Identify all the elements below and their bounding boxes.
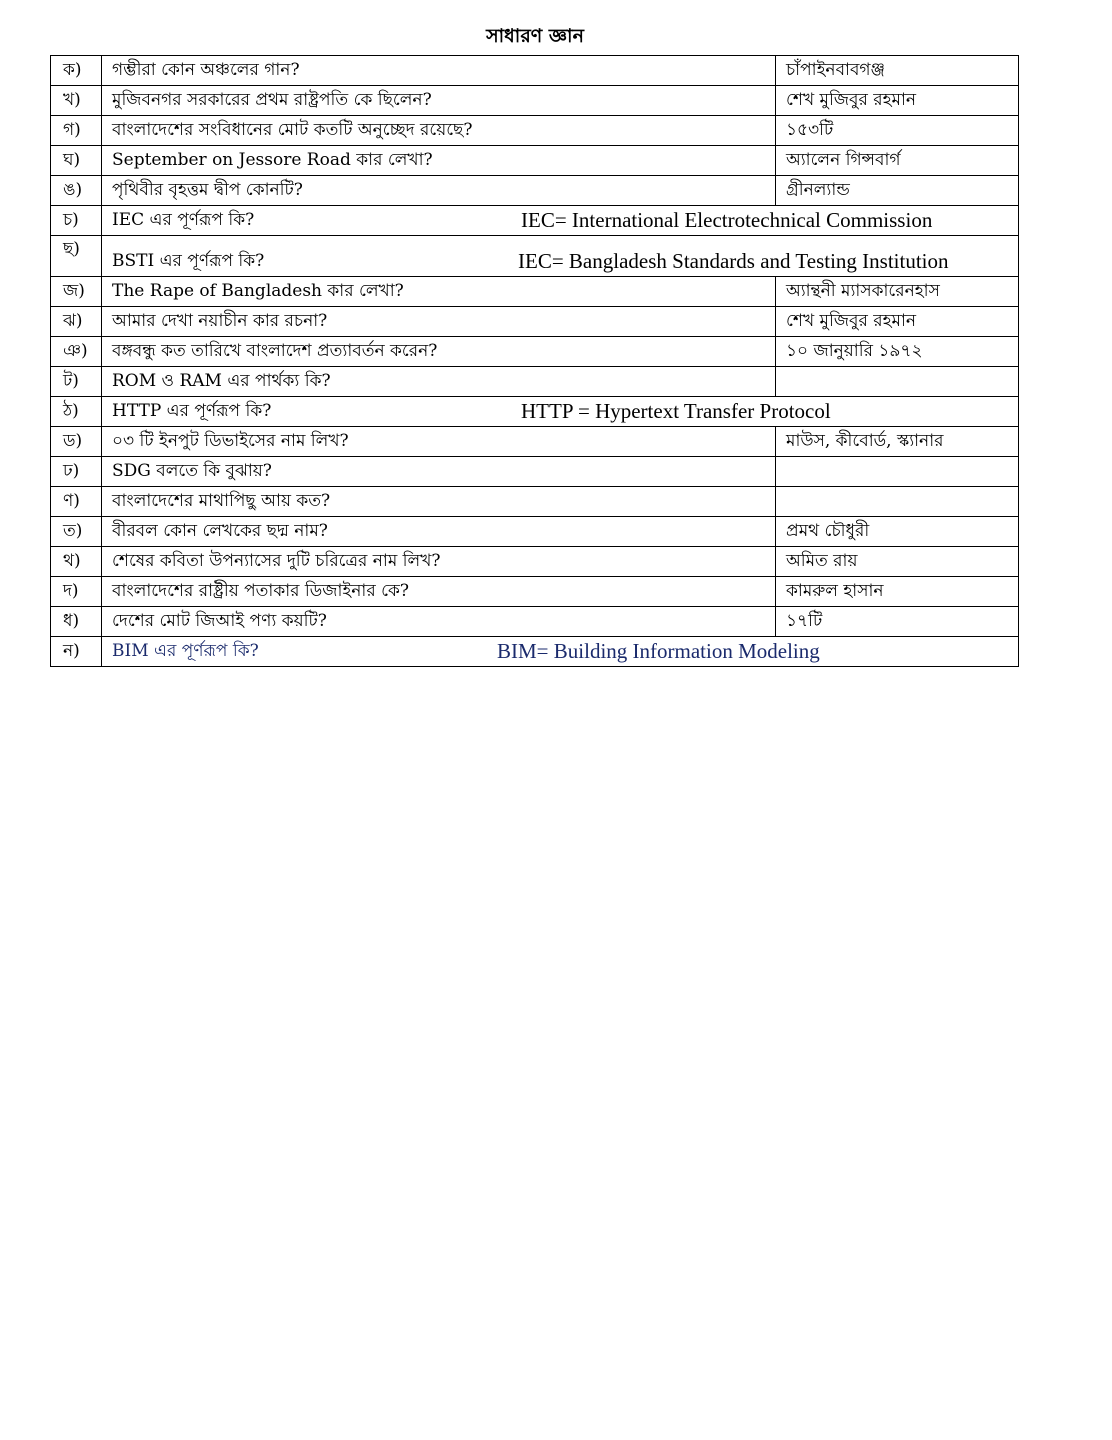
question-text: BSTI এর পূর্ণরূপ কি? (112, 251, 265, 272)
answer-cell: অমিত রায় (776, 547, 1019, 577)
question-answer-cell (102, 236, 1019, 277)
table-row (51, 277, 1019, 307)
question-cell: The Rape of Bangladesh কার লেখা? (102, 277, 776, 307)
serial-number: ন) (51, 637, 102, 667)
answer-text: IEC= International Electrotechnical Commission (521, 207, 933, 232)
answer-cell: অ্যান্থনী ম্যাসকারেনহাস (776, 277, 1019, 307)
question-cell: শেষের কবিতা উপন্যাসের দুটি চরিত্রের নাম লিখ? (102, 547, 776, 577)
serial-number: ত) (51, 517, 102, 547)
serial-number: থ) (51, 547, 102, 577)
page-title: সাধারণ জ্ঞান (486, 25, 584, 47)
question-cell: ০৩ টি ইনপুট ডিভাইসের নাম লিখ? (102, 427, 776, 457)
question-answer-cell (102, 206, 1019, 236)
table-row (51, 236, 1019, 277)
serial-number: ঢ) (51, 457, 102, 487)
table-row (51, 337, 1019, 367)
serial-number: খ) (51, 86, 102, 116)
answer-text: HTTP = Hypertext Transfer Protocol (521, 398, 831, 423)
table-row (51, 487, 1019, 517)
answer-cell: চাঁপাইনবাবগঞ্জ (776, 56, 1019, 86)
table-row (51, 116, 1019, 146)
question-cell: আমার দেখা নয়াচীন কার রচনা? (102, 307, 776, 337)
answer-cell: শেখ মুজিবুর রহমান (776, 307, 1019, 337)
serial-number: ধ) (51, 607, 102, 637)
question-cell: গম্ভীরা কোন অঞ্চলের গান? (102, 56, 776, 86)
answer-cell: কামরুল হাসান (776, 577, 1019, 607)
question-cell: বঙ্গবন্ধু কত তারিখে বাংলাদেশ প্রত্যাবর্তন করেন? (102, 337, 776, 367)
table-row (51, 307, 1019, 337)
answer-cell: প্রমথ চৌধুরী (776, 517, 1019, 547)
table-row (51, 517, 1019, 547)
answer-cell: ১৫৩টি (776, 116, 1019, 146)
answer-cell: অ্যালেন গিন্সবার্গ (776, 146, 1019, 176)
table-row (51, 367, 1019, 397)
answer-cell: মাউস, কীবোর্ড, স্ক্যানার (776, 427, 1019, 457)
question-text: HTTP এর পূর্ণরূপ কি? (112, 401, 272, 422)
question-answer-cell (102, 397, 1019, 427)
serial-number: ঙ) (51, 176, 102, 206)
serial-number: ড) (51, 427, 102, 457)
answer-cell: গ্রীনল্যান্ড (776, 176, 1019, 206)
serial-number: চ) (51, 206, 102, 236)
question-cell: বাংলাদেশের রাষ্ট্রীয় পতাকার ডিজাইনার কে? (102, 577, 776, 607)
serial-number: ঠ) (51, 397, 102, 427)
question-cell: বাংলাদেশের মাথাপিছু আয় কত? (102, 487, 776, 517)
table-row (51, 206, 1019, 236)
serial-number: দ) (51, 577, 102, 607)
question-cell: SDG বলতে কি বুঝায়? (102, 457, 776, 487)
answer-text: IEC= Bangladesh Standards and Testing Institution (518, 248, 949, 273)
serial-number: ঞ) (51, 337, 102, 367)
table-row (51, 56, 1019, 86)
answer-cell (776, 457, 1019, 487)
table-row (51, 146, 1019, 176)
answer-cell (776, 367, 1019, 397)
table-row (51, 457, 1019, 487)
table-row (51, 397, 1019, 427)
question-cell: বাংলাদেশের সংবিধানের মোট কতটি অনুচ্ছেদ রয়েছে? (102, 116, 776, 146)
answer-cell: ১৭টি (776, 607, 1019, 637)
question-text: BIM এর পূর্ণরূপ কি? (112, 641, 259, 662)
question-cell: দেশের মোট জিআই পণ্য কয়টি? (102, 607, 776, 637)
answer-text: BIM= Building Information Modeling (497, 638, 820, 663)
qa-table (50, 55, 1019, 667)
table-row (51, 86, 1019, 116)
question-answer-cell (102, 637, 1019, 667)
serial-number: ক) (51, 56, 102, 86)
serial-number: জ) (51, 277, 102, 307)
answer-cell: শেখ মুজিবুর রহমান (776, 86, 1019, 116)
table-row (51, 427, 1019, 457)
table-row (51, 577, 1019, 607)
question-text: IEC এর পূর্ণরূপ কি? (112, 210, 255, 231)
table-row (51, 176, 1019, 206)
question-cell: ROM ও RAM এর পার্থক্য কি? (102, 367, 776, 397)
table-row (51, 637, 1019, 667)
question-cell: September on Jessore Road কার লেখা? (102, 146, 776, 176)
serial-number: ঘ) (51, 146, 102, 176)
table-row (51, 607, 1019, 637)
question-cell: বীরবল কোন লেখকের ছদ্ম নাম? (102, 517, 776, 547)
table-row (51, 547, 1019, 577)
serial-number: ঝ) (51, 307, 102, 337)
question-cell: পৃথিবীর বৃহত্তম দ্বীপ কোনটি? (102, 176, 776, 206)
answer-cell: ১০ জানুয়ারি ১৯৭২ (776, 337, 1019, 367)
serial-number: গ) (51, 116, 102, 146)
serial-number: ট) (51, 367, 102, 397)
serial-number: ছ) (51, 236, 102, 277)
answer-cell (776, 487, 1019, 517)
serial-number: ণ) (51, 487, 102, 517)
question-cell: মুজিবনগর সরকারের প্রথম রাষ্ট্রপতি কে ছিলেন? (102, 86, 776, 116)
